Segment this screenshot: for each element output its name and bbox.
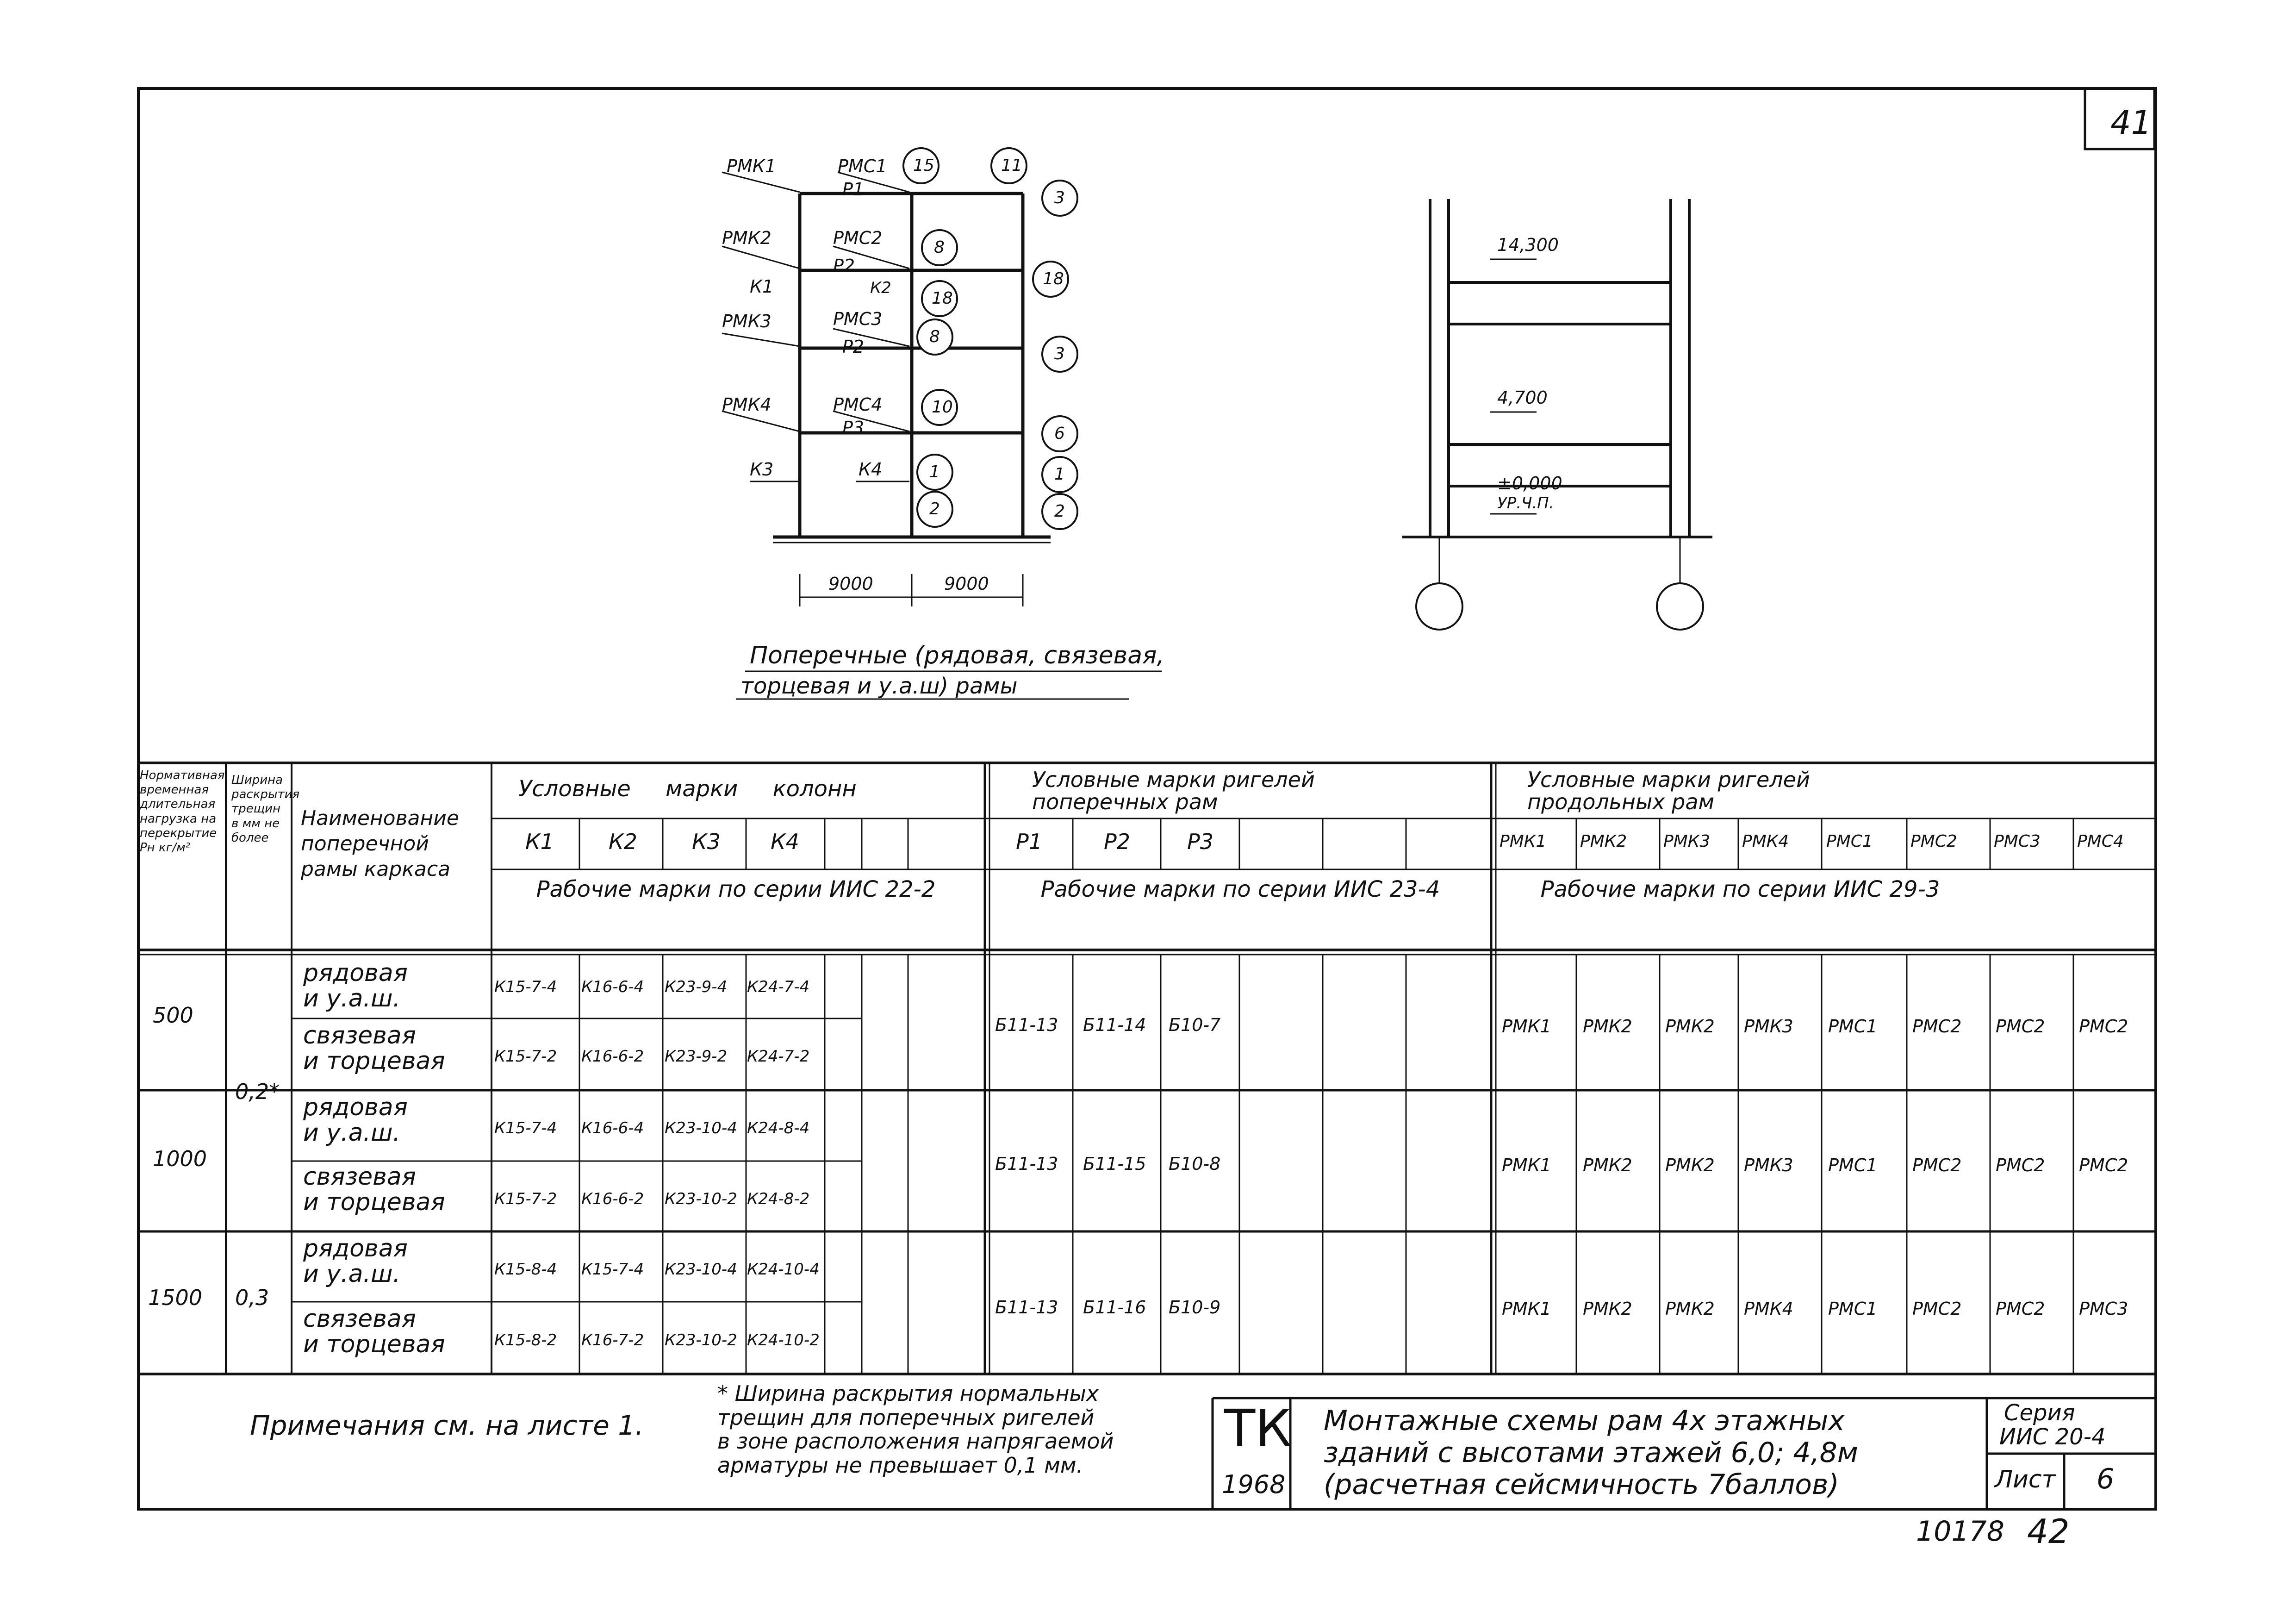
long-riegel-mark: РМК4	[1744, 1299, 1793, 1319]
column-mark: К15-7-2	[494, 1190, 557, 1208]
riegel-mark: Б11-13	[995, 1015, 1058, 1035]
mark-header: РМК4	[1742, 832, 1789, 851]
label-k3: К3	[750, 459, 774, 480]
label-k4: К4	[859, 459, 883, 480]
circle-number: 1	[1054, 465, 1065, 484]
dimension-9000: 9000	[944, 574, 989, 594]
group-title-columns: Условные марки колонн	[518, 776, 857, 802]
frame-name: связевая и торцевая	[303, 1305, 445, 1358]
long-riegel-mark: РМК2	[1583, 1155, 1632, 1175]
mark-header: РМС4	[2077, 832, 2124, 851]
column-mark: К23-10-4	[665, 1260, 737, 1279]
inventory-number: 10178	[1916, 1515, 2004, 1548]
series-value: ИИС 20-4	[1999, 1424, 2106, 1450]
column-mark: К16-6-2	[581, 1190, 644, 1208]
circle-number: 8	[934, 238, 945, 257]
header-frame-name: Наименование поперечной рамы каркаса	[301, 806, 459, 881]
column-mark: К15-7-4	[494, 978, 557, 996]
diagram-caption: торцевая и у.а.ш) рамы	[740, 673, 1018, 699]
long-riegel-mark: РМС2	[1912, 1155, 1962, 1175]
series-cross-riegels: Рабочие марки по серии ИИС 23-4	[1040, 876, 1440, 902]
mark-header: К1	[525, 829, 554, 854]
column-mark: К15-8-4	[494, 1260, 557, 1279]
long-riegel-mark: РМК1	[1502, 1016, 1551, 1037]
level-label: 4,700	[1497, 387, 1548, 408]
circle-number: 18	[932, 289, 953, 308]
mark-header: Р1	[1016, 829, 1043, 854]
series-columns: Рабочие марки по серии ИИС 22-2	[536, 876, 936, 902]
title-text: Монтажные схемы рам 4х этажных зданий с высотами этажей 6,0; 4,8м (расчетная сейсмичность 7баллов)	[1324, 1405, 1859, 1501]
long-riegel-mark: РМК2	[1665, 1299, 1715, 1319]
long-riegel-mark: РМК2	[1583, 1016, 1632, 1037]
long-riegel-mark: РМС3	[2079, 1299, 2128, 1319]
frame-name: связевая и торцевая	[303, 1163, 445, 1216]
series-long-riegels: Рабочие марки по серии ИИС 29-3	[1540, 876, 1940, 902]
long-riegel-mark: РМК1	[1502, 1299, 1551, 1319]
header-load: Нормативная временная длительная нагрузка на перекрытие Pн кг/м²	[140, 768, 225, 855]
load-value: 500	[153, 1003, 193, 1028]
circle-number: 6	[1054, 424, 1065, 443]
long-riegel-mark: РМС2	[1912, 1016, 1962, 1037]
label-rmk4: РМК4	[722, 394, 772, 415]
column-mark: К23-10-2	[665, 1190, 737, 1208]
riegel-mark: Б10-9	[1169, 1297, 1221, 1318]
mark-header: К2	[609, 829, 637, 854]
column-mark: К15-7-4	[494, 1119, 557, 1137]
sheet-corner-number: 41	[2110, 104, 2152, 142]
column-mark: К24-10-2	[747, 1331, 820, 1349]
riegel-mark: Б11-15	[1083, 1154, 1146, 1174]
long-riegel-mark: РМК2	[1583, 1299, 1632, 1319]
long-riegel-mark: РМК3	[1744, 1016, 1793, 1037]
column-mark: К24-8-2	[747, 1190, 810, 1208]
column-mark: К23-9-2	[665, 1047, 728, 1066]
mark-header: РМК2	[1580, 832, 1627, 851]
long-riegel-mark: РМС2	[1996, 1016, 2045, 1037]
mark-header: Р3	[1187, 829, 1214, 854]
dimension-9000: 9000	[828, 574, 873, 594]
circle-number: 10	[932, 398, 953, 417]
crack-value: 0,3	[235, 1285, 269, 1310]
frame-name: связевая и торцевая	[303, 1022, 445, 1075]
level-label: ±0,000	[1497, 473, 1562, 493]
mark-header: РМК1	[1500, 832, 1547, 851]
mark-header: РМС3	[1994, 832, 2041, 851]
ground-level-label: УР.Ч.П.	[1497, 494, 1554, 512]
riegel-mark: Б11-16	[1083, 1297, 1146, 1318]
riegel-mark: Б11-14	[1083, 1015, 1146, 1035]
long-riegel-mark: РМС1	[1828, 1016, 1878, 1037]
section-diagram	[1402, 199, 1712, 630]
label-p2a: Р2	[833, 256, 855, 276]
long-riegel-mark: РМК1	[1502, 1155, 1551, 1175]
circle-number: 8	[929, 327, 940, 346]
column-mark: К15-7-4	[581, 1260, 644, 1279]
column-mark: К16-6-2	[581, 1047, 644, 1066]
label-p3: Р3	[842, 418, 865, 438]
notes-reference: Примечания см. на листе 1.	[250, 1410, 644, 1441]
label-rmc4: РМС4	[833, 394, 883, 415]
diagram-caption: Поперечные (рядовая, связевая,	[750, 642, 1164, 669]
label-rmk1: РМК1	[727, 156, 776, 176]
long-riegel-mark: РМС2	[2079, 1016, 2128, 1037]
long-riegel-mark: РМС2	[1996, 1155, 2045, 1175]
long-riegel-mark: РМС2	[1996, 1299, 2045, 1319]
load-value: 1000	[153, 1146, 207, 1171]
sheet-value: 6	[2097, 1463, 2115, 1495]
riegel-mark: Б11-13	[995, 1154, 1058, 1174]
circle-number: 2	[1054, 502, 1065, 521]
tk-stamp: ТК	[1224, 1399, 1292, 1458]
load-value: 1500	[148, 1285, 203, 1310]
long-riegel-mark: РМС2	[2079, 1155, 2128, 1175]
series-label: Серия	[2004, 1400, 2075, 1426]
column-mark: К15-8-2	[494, 1331, 557, 1349]
long-riegel-mark: РМС2	[1912, 1299, 1962, 1319]
long-riegel-mark: РМС1	[1828, 1299, 1878, 1319]
column-mark: К23-9-4	[665, 978, 728, 996]
label-p2b: Р2	[842, 337, 865, 357]
mark-header: Р2	[1104, 829, 1131, 854]
frame-name: рядовая и у.а.ш.	[303, 1235, 408, 1288]
group-title-long-riegels: Условные марки ригелей продольных рам	[1527, 767, 1810, 815]
circle-number: 1	[929, 462, 940, 481]
circle-number: 11	[1001, 156, 1022, 175]
footnote: * Ширина раскрытия нормальных трещин для поперечных ригелей в зоне расположения напрягаемой арматуры не превышает 0,1 мм.	[717, 1381, 1114, 1478]
riegel-mark: Б10-8	[1169, 1154, 1221, 1174]
long-riegel-mark: РМК3	[1744, 1155, 1793, 1175]
column-mark: К24-7-2	[747, 1047, 810, 1066]
crack-value: 0,2*	[235, 1079, 280, 1104]
label-rmc1: РМС1	[838, 156, 887, 176]
group-title-cross-riegels: Условные марки ригелей поперечных рам	[1032, 767, 1315, 815]
column-mark: К16-6-4	[581, 1119, 644, 1137]
mark-header: К4	[771, 829, 799, 854]
column-mark: К24-8-4	[747, 1119, 810, 1137]
page-number: 42	[2027, 1512, 2070, 1551]
label-p1: Р1	[842, 179, 865, 200]
mark-header: РМК3	[1663, 832, 1711, 851]
circle-number: 2	[929, 500, 940, 518]
circle-number: 3	[1054, 344, 1065, 363]
circle-number: 3	[1054, 188, 1065, 207]
header-crack: Ширина раскрытия трещин в мм не более	[231, 773, 300, 845]
label-rmk3: РМК3	[722, 311, 772, 331]
long-riegel-mark: РМС1	[1828, 1155, 1878, 1175]
circle-number: 15	[913, 156, 934, 175]
circle-number: 18	[1043, 269, 1064, 288]
riegel-mark: Б11-13	[995, 1297, 1058, 1318]
label-k2: К2	[870, 279, 891, 297]
frame-name: рядовая и у.а.ш.	[303, 1093, 408, 1147]
level-label: 14,300	[1497, 235, 1559, 255]
column-mark: К16-6-4	[581, 978, 644, 996]
long-riegel-mark: РМК2	[1665, 1016, 1715, 1037]
mark-header: РМС1	[1826, 832, 1873, 851]
long-riegel-mark: РМК2	[1665, 1155, 1715, 1175]
year: 1968	[1222, 1470, 1286, 1499]
column-mark: К16-7-2	[581, 1331, 644, 1349]
riegel-mark: Б10-7	[1169, 1015, 1221, 1035]
column-mark: К24-10-4	[747, 1260, 820, 1279]
label-rmk2: РМК2	[722, 228, 772, 248]
column-mark: К15-7-2	[494, 1047, 557, 1066]
frame-name: рядовая и у.а.ш.	[303, 959, 408, 1012]
mark-header: К3	[692, 829, 721, 854]
column-mark: К23-10-2	[665, 1331, 737, 1349]
column-mark: К23-10-4	[665, 1119, 737, 1137]
label-rmc3: РМС3	[833, 309, 883, 329]
sheet-label: Лист	[1995, 1466, 2056, 1493]
column-mark: К24-7-4	[747, 978, 810, 996]
label-rmc2: РМС2	[833, 228, 883, 248]
mark-header: РМС2	[1910, 832, 1957, 851]
label-k1: К1	[750, 276, 774, 297]
